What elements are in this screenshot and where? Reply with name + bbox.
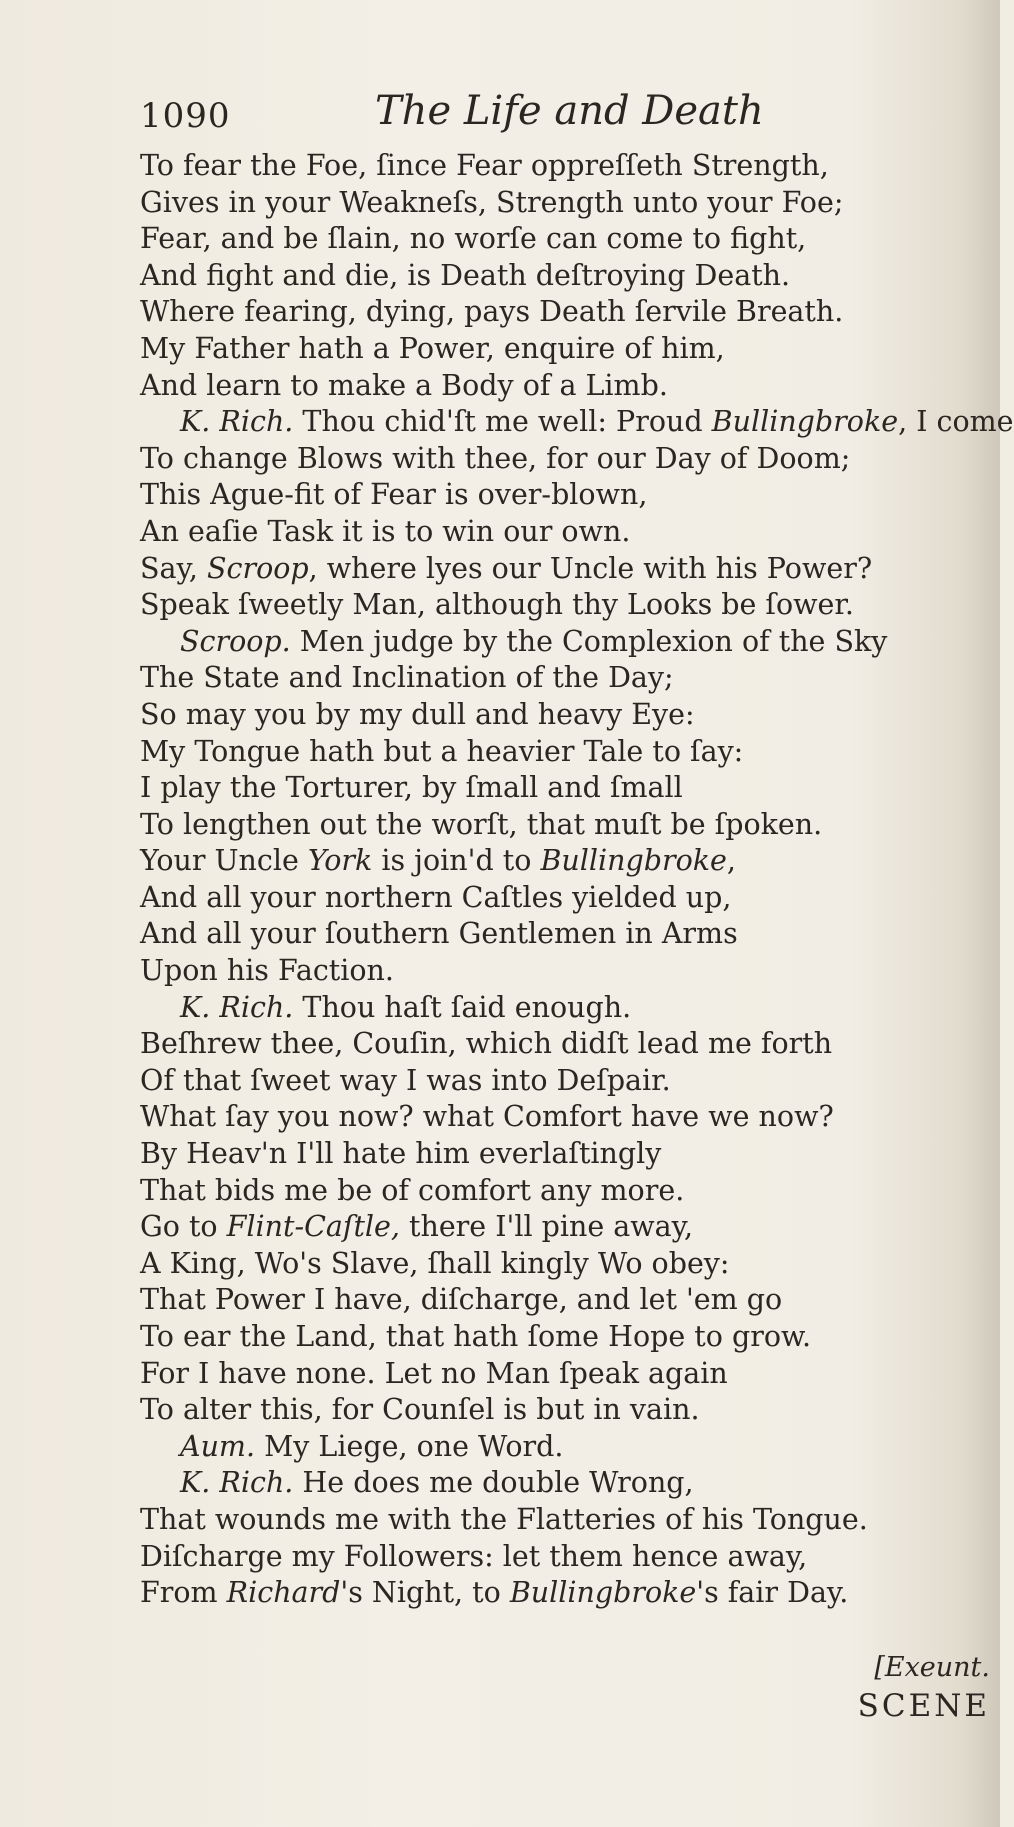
speech-line: [140, 1465, 1000, 1502]
line-text: , where lyes our Uncle with his Power?: [308, 551, 873, 585]
verse-line: [140, 1282, 1000, 1319]
verse-line: [140, 1173, 1000, 1210]
line-text: Say,: [140, 551, 207, 585]
line-text: Thou chid'ſt me well: Proud: [293, 405, 712, 439]
line-text: That bids me be of comfort any more.: [140, 1173, 685, 1207]
verse-line: [140, 368, 1000, 405]
verse-line: [140, 1539, 1000, 1576]
line-text: To change Blows with thee, for our Day of Doom;: [140, 441, 851, 475]
verse-line: [140, 1209, 1000, 1246]
verse-line: [140, 916, 1000, 953]
line-text: Upon his Faction.: [140, 954, 394, 988]
line-text: Gives in your Weakneſs, Strength unto your Foe;: [140, 185, 844, 219]
line-text: there I'll pine away,: [399, 1210, 694, 1244]
speaker-name: Aum.: [180, 1429, 256, 1463]
verse-line: [140, 1136, 1000, 1173]
line-text: What ſay you now? what Comfort have we now?: [140, 1100, 834, 1134]
verse-line: [140, 1099, 1000, 1136]
verse-line: [140, 843, 1000, 880]
verse-line: [140, 1356, 1000, 1393]
line-text: To alter this, for Counſel is but in vain.: [140, 1393, 700, 1427]
verse-line: [140, 551, 1000, 588]
verse-line: [140, 697, 1000, 734]
verse-line: [140, 770, 1000, 807]
italic-text: Bullingbroke: [711, 405, 899, 439]
line-text: From: [140, 1576, 227, 1610]
line-text: And all your northern Caſtles yielded up,: [140, 880, 732, 914]
line-text: , I come: [898, 405, 1014, 439]
line-text: To ear the Land, that hath ſome Hope to grow.: [140, 1320, 812, 1353]
catchword: SCENE: [857, 1688, 990, 1724]
verse-line: [140, 221, 1000, 258]
line-text: And learn to make a Body of a Limb.: [140, 368, 668, 402]
verse-line: [140, 1246, 1000, 1283]
speech-line: [140, 990, 1000, 1027]
line-text: To fear the Foe, ſince Fear oppreſſeth Strength,: [140, 149, 829, 182]
line-text: My Tongue hath but a heavier Tale to ſay:: [140, 734, 744, 768]
line-text: Speak ſweetly Man, although thy Looks be ſower.: [140, 588, 854, 622]
line-text: is join'd to: [372, 844, 541, 878]
speech-line: [140, 1429, 1000, 1466]
verse-line: [140, 1575, 1000, 1612]
speaker-name: Scroop.: [180, 624, 291, 658]
verse-line: [140, 587, 1000, 624]
verse-line: [140, 734, 1000, 771]
speech-line: [140, 404, 1014, 441]
line-text: My Liege, one Word.: [255, 1429, 564, 1463]
italic-text: York: [307, 844, 373, 878]
verse-line: [140, 294, 1000, 331]
italic-text: Richard: [226, 1576, 341, 1610]
italic-text: Flint-Caſtle,: [226, 1210, 400, 1244]
verse-line: [140, 1392, 1000, 1429]
line-text: By Heav'n I'll hate him everlaſtingly: [140, 1137, 662, 1171]
line-text: ,: [726, 844, 736, 878]
speech-line: [140, 624, 1000, 661]
line-text: I play the Torturer, by ſmall and ſmall: [140, 771, 683, 805]
stage-direction: [Exeunt.: [874, 1652, 990, 1683]
line-text: Men judge by the Complexion of the Sky: [290, 624, 888, 658]
verse-line: [140, 185, 1000, 222]
line-text: An eaſie Task it is to win our own.: [140, 514, 631, 548]
verse-line: [140, 953, 1000, 990]
verse-line: [140, 880, 1000, 917]
line-text: Go to: [140, 1210, 227, 1244]
line-text: For I have none. Let no Man ſpeak again: [140, 1356, 728, 1390]
italic-text: Bullingbroke: [509, 1576, 697, 1610]
verse-line: [140, 331, 1000, 368]
line-text: Where fearing, dying, pays Death ſervile Breath.: [140, 295, 844, 329]
line-text: Diſcharge my Followers: let them hence away,: [140, 1539, 808, 1573]
line-text: Of that ſweet way I was into Deſpair.: [140, 1063, 671, 1097]
line-text: This Ague-fit of Fear is over-blown,: [140, 478, 648, 512]
line-text: 's fair Day.: [696, 1576, 849, 1610]
italic-text: Scroop: [206, 551, 309, 585]
line-text: And fight and die, is Death deſtroying Death.: [140, 258, 791, 292]
verse-line: [140, 660, 1000, 697]
line-text: Thou haſt ſaid enough.: [293, 990, 632, 1024]
running-title: The Life and Death: [375, 88, 764, 134]
line-text: And all your ſouthern Gentlemen in Arms: [140, 917, 738, 951]
speaker-name: K. Rich.: [180, 990, 294, 1024]
verse-line: [140, 514, 1000, 551]
line-text: That wounds me with the Flatteries of his Tongue.: [140, 1502, 868, 1536]
verse-line: [140, 477, 1000, 514]
line-text: My Father hath a Power, enquire of him,: [140, 331, 725, 365]
italic-text: Bullingbroke: [540, 844, 727, 878]
page-number: 1090: [140, 96, 231, 136]
play-text: [140, 148, 1014, 1612]
line-text: He does me double Wrong,: [293, 1466, 694, 1500]
verse-line: [140, 258, 1000, 295]
verse-line: [140, 1026, 1000, 1063]
verse-line: [140, 1063, 1000, 1100]
line-text: That Power I have, diſcharge, and let 'em go: [140, 1283, 783, 1317]
verse-line: [140, 807, 1000, 844]
line-text: Beſhrew thee, Couſin, which didſt lead me forth: [140, 1027, 833, 1061]
speaker-name: K. Rich.: [180, 405, 294, 439]
line-text: Your Uncle: [140, 844, 308, 878]
verse-line: [140, 1502, 1000, 1539]
verse-line: [140, 148, 1000, 185]
line-text: So may you by my dull and heavy Eye:: [140, 697, 695, 731]
verse-line: [140, 1319, 1000, 1356]
verse-line: [140, 441, 1000, 478]
line-text: The State and Inclination of the Day;: [140, 661, 674, 695]
line-text: To lengthen out the worſt, that muſt be ſpoken.: [140, 807, 823, 841]
line-text: 's Night, to: [340, 1576, 510, 1610]
line-text: Fear, and be ſlain, no worſe can come to fight,: [140, 222, 807, 256]
speaker-name: K. Rich.: [180, 1466, 294, 1500]
line-text: A King, Wo's Slave, ſhall kingly Wo obey:: [140, 1246, 730, 1280]
page-header: [140, 88, 900, 148]
